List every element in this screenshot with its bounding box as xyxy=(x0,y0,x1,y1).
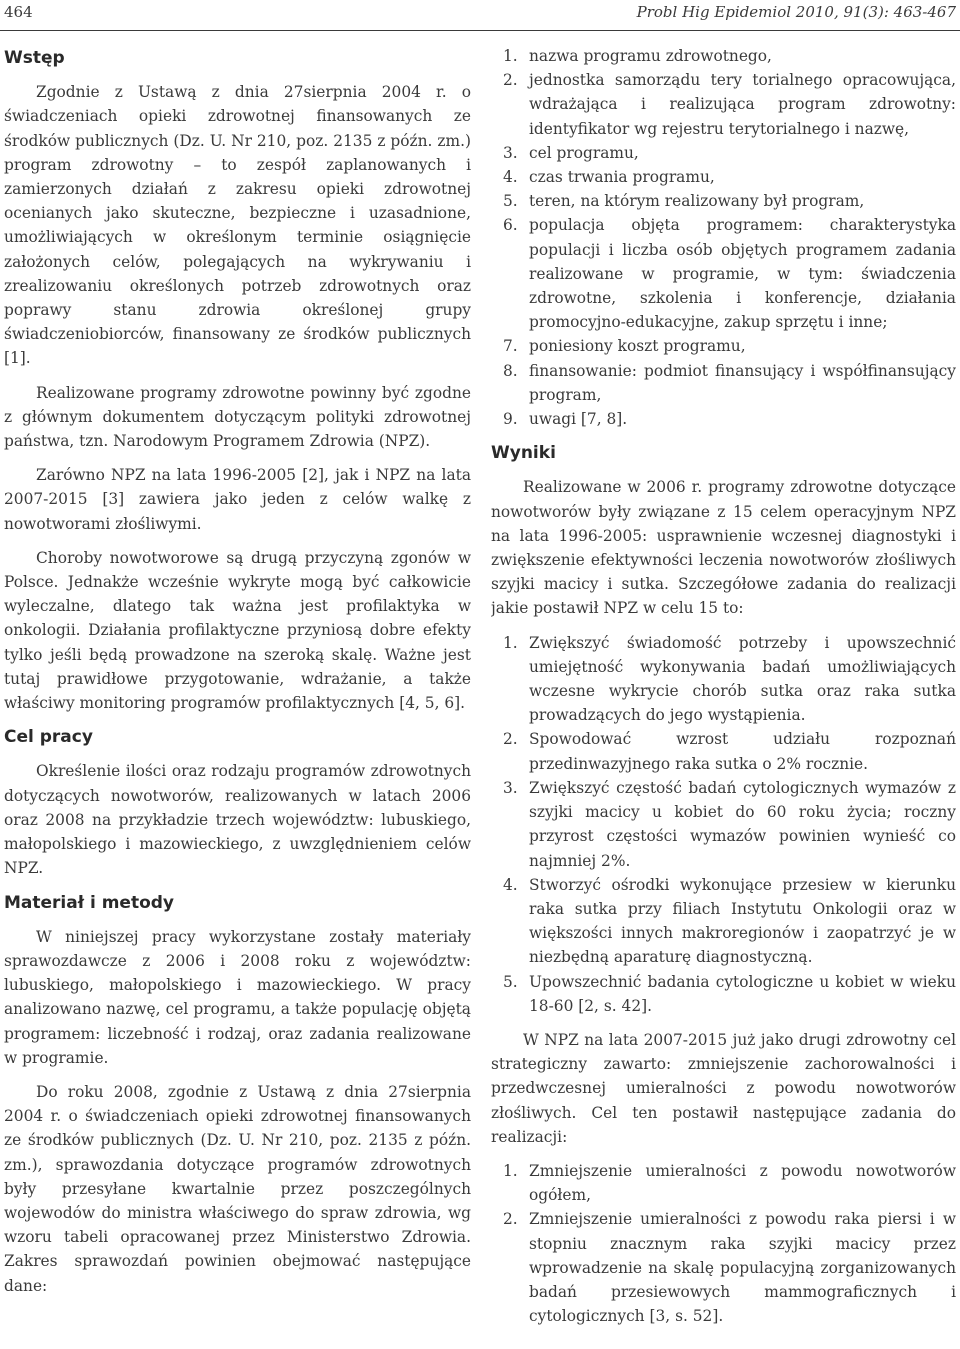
list-item: 4. Stworzyć ośrodki wykonujące przesiew w kierunku raka sutka przy filiach Instytutu Onkologii oraz w większości innych makroregionów i zaopatrzyć je w niezbędną aparaturę diagnostyczną. xyxy=(503,875,956,967)
section-heading-wstep: Wstęp xyxy=(4,48,65,68)
paragraph: Realizowane w 2006 r. programy zdrowotne dotyczące nowotworów były związane z 15 celem operacyjnym NPZ na lata 1996-2005: usprawnienie wczesnej diagnostyki i zwiększenie efektywności leczenia nowotworów złośliwych szyjki macicy i sutka. Szczegółowe zadania do realizacji jakie postawił NPZ w celu 15 to: xyxy=(491,478,956,618)
paragraph: Zarówno NPZ na lata 1996-2005 [2], jak i NPZ na lata 2007-2015 [3] zawiera jako jeden z celów walkę z nowotworami złośliwymi. xyxy=(4,466,471,533)
list-item: 1. Zmniejszenie umieralności z powodu nowotworów ogółem, xyxy=(503,1161,956,1205)
paragraph: Określenie ilości oraz rodzaju programów zdrowotnych dotyczących nowotworów, realizowanych w latach 2006 oraz 2008 na przykładzie trzech województw: lubuskiego, małopolskiego i mazowieckiego, z uwzględnieniem celów NPZ. xyxy=(4,762,471,878)
paragraph: W NPZ na lata 2007-2015 już jako drugi zdrowotny cel strategiczny zawarto: zmniejszenie zachorowalności i przedwczesnej umieralności z powodu nowotworów złośliwych. Cel ten postawił następujące zadania do realizacji: xyxy=(491,1030,956,1146)
list-item: 2. jednostka samorządu tery torialnego opracowująca, wdrażająca i realizująca program zdrowotny: identyfikator wg rejestru terytorialnego i nazwę, xyxy=(503,71,956,138)
list-item: 1. nazwa programu zdrowotnego, xyxy=(503,47,772,65)
paragraph: Do roku 2008, zgodnie z Ustawą z dnia 27sierpnia 2004 r. o świadczeniach opieki zdrowotnej finansowanych ze środków publicznych (Dz. U. Nr 210, poz. 2135 z późn. zm.), sprawozdania dotyczące programów zdrowotnych były przesyłane kwartalnie przez poszczególnych wojewodów do ministra właściwego do spraw zdrowia, wg wzoru tabeli opracowanej przez Ministerstwo Zdrowia. Zakres sprawozdań powinien obejmować następujące dane: xyxy=(4,1082,471,1295)
list-item: 3. Zwiększyć częstość badań cytologicznych wymazów z szyjki macicy u kobiet do 60 roku życia; roczny przyrost częstości wymazów powinien wynieść co najmniej 2%. xyxy=(503,778,956,870)
report-fields-list xyxy=(491,44,956,431)
journal-citation: Probl Hig Epidemiol 2010, 91(3): 463-467 xyxy=(636,3,956,21)
npz-goals-list xyxy=(491,631,956,1018)
list-item: 7. poniesiony koszt programu, xyxy=(503,337,746,356)
header-rule xyxy=(0,30,960,31)
list-item: 2. Spowodować wzrost udziału rozpoznań przedinwazyjnego raka sutka o 2% rocznie. xyxy=(503,730,956,773)
paragraph: Choroby nowotworowe są drugą przyczyną zgonów w Polsce. Jednakże wcześnie wykryte mogą być całkowicie wyleczalne, dlatego tak ważna jest profilaktyka w onkologii. Działania profilaktyczne przyniosą dobre efekty tylko jeśli będą prowadzone na szeroką skalę. Ważne jest tutaj prawidłowe przygotowanie, wdrażanie, a także właściwy monitoring programów profilaktycznych [4, 5, 6]. xyxy=(4,548,471,713)
list-item: 6. populacja objęta programem: charakterystyka populacji i liczba osób objętych programem zadania realizowane w programie, w tym: świadczenia zdrowotne, szkolenia i konferencje, działania promocyjno-edukacyjne, zakup sprzętu i inne; xyxy=(503,216,956,332)
left-column xyxy=(4,44,471,1344)
list-item: 5. Upowszechnić badania cytologiczne u kobiet w wieku 18-60 [2, s. 42]. xyxy=(503,972,956,1015)
page-number: 464 xyxy=(4,3,33,21)
paragraph: W niniejszej pracy wykorzystane zostały materiały sprawozdawcze z 2006 i 2008 roku z województw: lubuskiego, małopolskiego i mazowieckiego. W pracy analizowano nazwę, cel programu, a także populację objętą programem: liczebność i rodzaj, oraz zadania realizowane w programie. xyxy=(4,927,471,1067)
list-item: 5. teren, na którym realizowany był program, xyxy=(503,192,865,211)
section-heading-cel-pracy: Cel pracy xyxy=(4,727,93,748)
list-item: 8. finansowanie: podmiot finansujący i współfinansujący program, xyxy=(503,361,956,404)
list-item: 1. Zwiększyć świadomość potrzeby i upowszechnić umiejętność wykonywania badań umożliwiających wczesne wykrycie chorób sutka oraz raka sutka prowadzących do jego wystąpienia. xyxy=(503,633,956,725)
section-heading-material-i-metody: Materiał i metody xyxy=(4,892,174,913)
list-item: 4. czas trwania programu, xyxy=(503,168,715,187)
strategic-goal-tasks-list xyxy=(491,1159,956,1328)
list-item: 2. Zmniejszenie umieralności z powodu raka piersi i w stopniu znacznym raka szyjki macicy przez wprowadzenie na skalę populacyjną zorganizowanych badań przesiewowych mammograficznych i cytologicznych [3, s. 52]. xyxy=(503,1210,956,1326)
page-header xyxy=(0,0,960,24)
paragraph: Zgodnie z Ustawą z dnia 27sierpnia 2004 r. o świadczeniach opieki zdrowotnej finansowanych ze środków publicznych (Dz. U. Nr 210, poz. 2135 z późn. zm.) program zdrowotny – to zespół zaplanowanych i zamierzonych działań z zakresu opieki zdrowotnej ocenianych jako skuteczne, bezpieczne i uzasadnione, umożliwiających w określonym terminie osiągnięcie założonych celów, polegających na wykrywaniu i zrealizowaniu określonych potrzeb zdrowotnych oraz poprawy stanu zdrowia określonej grupy świadczeniobiorców, finansowany ze środków publicznych [1]. xyxy=(4,83,471,368)
right-column xyxy=(491,44,956,1344)
list-item: 9. uwagi [7, 8]. xyxy=(503,410,628,429)
section-heading-wyniki: Wyniki xyxy=(491,443,556,464)
paragraph: Realizowane programy zdrowotne powinny być zgodne z głównym dokumentem dotyczącym polityki zdrowotnej państwa, tzn. Narodowym Programem Zdrowia (NPZ). xyxy=(4,383,471,451)
list-item: 3. cel programu, xyxy=(503,143,639,162)
